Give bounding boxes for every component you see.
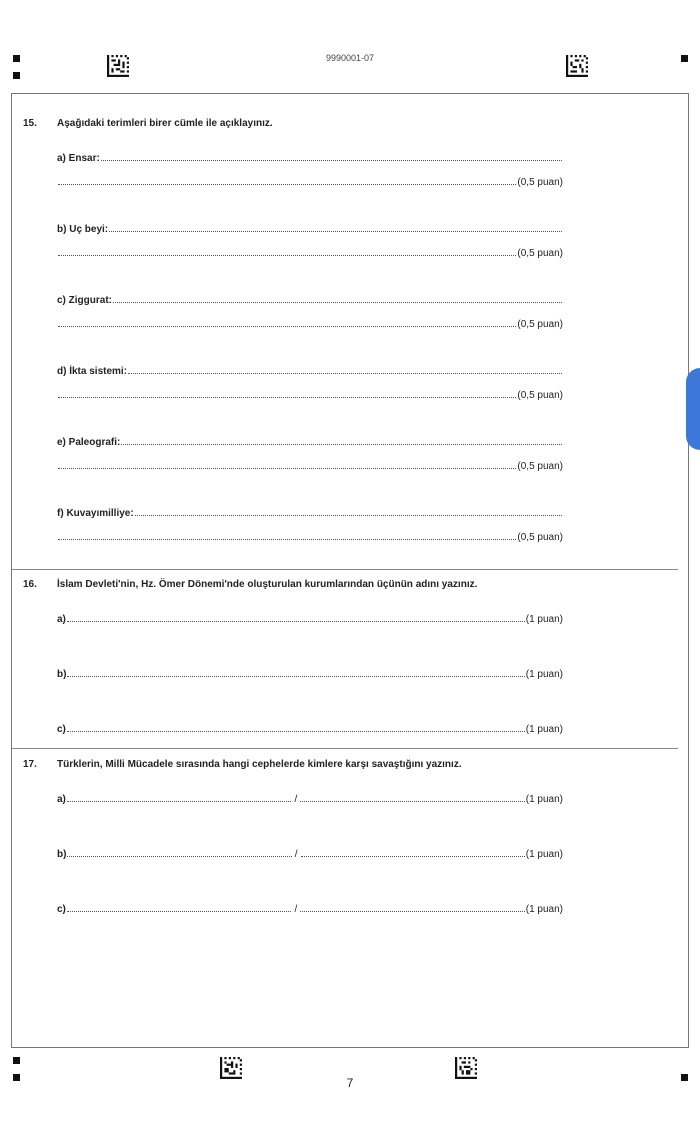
- question-number: 15.: [23, 118, 37, 129]
- separator-slash: /: [294, 904, 298, 915]
- item-label: a): [57, 794, 66, 805]
- answer-line[interactable]: [57, 316, 563, 330]
- registration-mark: [13, 72, 20, 79]
- question-number: 16.: [23, 579, 37, 590]
- question-text: Aşağıdaki terimleri birer cümle ile açıklayınız.: [57, 118, 273, 129]
- item-label: a) Ensar:: [57, 153, 100, 164]
- answer-line[interactable]: [57, 387, 563, 401]
- points-label: (1 puan): [525, 849, 564, 860]
- points-label: (1 puan): [525, 904, 563, 915]
- answer-line[interactable]: [57, 529, 563, 543]
- question-number: 17.: [23, 759, 37, 770]
- points-label: (1 puan): [525, 614, 563, 625]
- points-label: (0,5 puan): [517, 319, 563, 330]
- points-label: (0,5 puan): [517, 177, 563, 188]
- item-label: b): [57, 669, 67, 680]
- section-divider: [12, 748, 678, 749]
- points-label: (1 puan): [525, 669, 563, 680]
- answer-line[interactable]: [57, 505, 563, 519]
- answer-line[interactable]: [57, 666, 563, 680]
- item-label: f) Kuvayımilliye:: [57, 508, 134, 519]
- answer-line[interactable]: [57, 846, 563, 860]
- points-label: (0,5 puan): [517, 248, 563, 259]
- question-text: Türklerin, Milli Mücadele sırasında hangi cephelerde kimlere karşı savaştığını yazınız.: [57, 759, 462, 770]
- item-label: c) Ziggurat:: [57, 295, 112, 306]
- item-label: c): [57, 904, 66, 915]
- answer-line[interactable]: [57, 363, 563, 377]
- item-label: c): [57, 724, 66, 735]
- separator-slash: /: [294, 794, 298, 805]
- answer-line[interactable]: [57, 221, 563, 235]
- answer-line[interactable]: [57, 292, 563, 306]
- page-number: 7: [346, 1076, 354, 1090]
- points-label: (0,5 puan): [517, 532, 563, 543]
- question-text: İslam Devleti'nin, Hz. Ömer Dönemi'nde oluşturulan kurumlarından üçünün adını yazınız.: [57, 579, 478, 590]
- answer-line[interactable]: [57, 901, 563, 915]
- points-label: (0,5 puan): [517, 461, 563, 472]
- points-label: (0,5 puan): [517, 390, 563, 401]
- side-scroll-tab[interactable]: [686, 368, 700, 450]
- separator-slash: /: [294, 849, 298, 860]
- item-label: e) Paleografi:: [57, 437, 121, 448]
- answer-line[interactable]: [57, 458, 563, 472]
- item-label: b): [57, 849, 67, 860]
- answer-line[interactable]: [57, 174, 563, 188]
- points-label: (1 puan): [525, 794, 563, 805]
- answer-line[interactable]: [57, 791, 563, 805]
- item-label: d) İkta sistemi:: [57, 366, 128, 377]
- section-divider: [12, 569, 678, 570]
- points-label: (1 puan): [525, 724, 563, 735]
- item-label: b) Uç beyi:: [57, 224, 109, 235]
- answer-line[interactable]: [57, 721, 563, 735]
- document-code: 9990001-07: [325, 53, 375, 63]
- item-label: a): [57, 614, 66, 625]
- registration-mark: [13, 1057, 20, 1064]
- answer-line[interactable]: [57, 150, 563, 164]
- answer-line[interactable]: [57, 611, 563, 625]
- answer-line[interactable]: [57, 245, 563, 259]
- answer-line[interactable]: [57, 434, 563, 448]
